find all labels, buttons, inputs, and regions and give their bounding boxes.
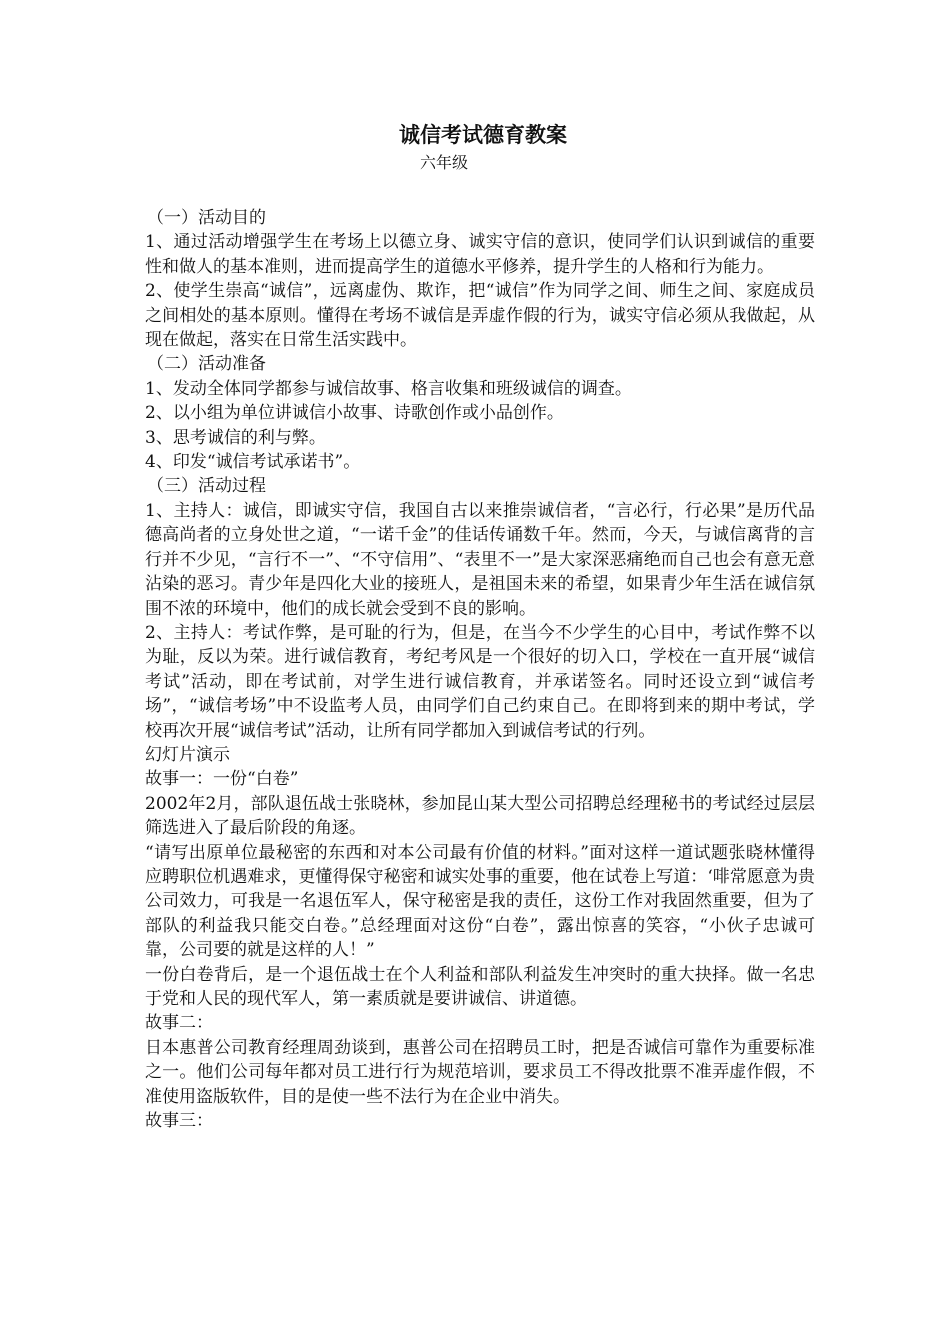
paragraph: 4、印发“诚信考试承诺书”。 bbox=[145, 452, 361, 473]
paragraph: 2002年2月，部队退伍战士张晓林，参加昆山某大型公司招聘总经理秘书的考试经过层层筛选进入了最后阶段的角逐。 bbox=[145, 793, 815, 839]
document-subtitle: 六年级 bbox=[420, 153, 469, 172]
paragraph: 日本惠普公司教育经理周劲谈到，惠普公司在招聘员工时，把是否诚信可靠作为重要标准之一。他们公司每年都对员工进行行为规范培训，要求员工不得改批票不准弄虚作假，不准使用盗版软件，目的是使一些不法行为在企业中消失。 bbox=[145, 1037, 815, 1107]
paragraph: 1、通过活动增强学生在考场上以德立身、诚实守信的意识，使同学们认识到诚信的重要性和做人的基本准则，进而提高学生的道德水平修养，提升学生的人格和行为能力。 bbox=[145, 232, 815, 277]
paragraph: 3、思考诚信的利与弊。 bbox=[145, 427, 326, 448]
paragraph: 2、使学生崇高“诚信”，远离虚伪、欺诈，把“诚信”作为同学之间、师生之间、家庭成员之间相处的基本原则。懂得在考场不诚信是弄虚作假的行为，诚实守信必须从我做起，从现在做起，落实在日常生活实践中。 bbox=[145, 281, 815, 351]
paragraph: 1、主持人：诚信，即诚实守信，我国自古以来推崇诚信者，“言必行，行必果”是历代品德高尚者的立身处世之道，“一诺千金”的佳话传诵数千年。然而，今天，与诚信离背的言行并不少见，“言行不一”、“不守信用”、“表里不一”是大家深恶痛绝而自己也会有意无意沾染的恶习。青少年是四化大业的接班人，是祖国未来的希望，如果青少年生活在诚信氛围不浓的环境中，他们的成长就会受到不良的影响。 bbox=[145, 500, 815, 619]
story-heading: 故事三： bbox=[145, 1111, 213, 1132]
section-heading-process: （三）活动过程 bbox=[147, 476, 266, 497]
paragraph: 一份白卷背后，是一个退伍战士在个人利益和部队利益发生冲突时的重大抉择。做一名忠于党和人民的现代军人，第一素质就是要讲诚信、讲道德。 bbox=[145, 964, 815, 1009]
paragraph: 1、发动全体同学都参与诚信故事、格言收集和班级诚信的调查。 bbox=[145, 378, 632, 399]
paragraph: 2、主持人：考试作弊，是可耻的行为，但是，在当今不少学生的心目中，考试作弊不以为耻，反以为荣。进行诚信教育，考纪考风是一个很好的切入口，学校在一直开展“诚信考试”活动，即在考试前，对学生进行诚信教育，并承诺签名。同时还设立到“诚信考场”，“诚信考场”中不设监考人员，由同学们自己约束自己。在即将到来的期中考试，学校再次开展“诚信考试”活动，让所有同学都加入到诚信考试的行列。 bbox=[145, 622, 815, 741]
paragraph: 幻灯片演示 bbox=[145, 744, 230, 765]
paragraph: 2、以小组为单位讲诚信小故事、诗歌创作或小品创作。 bbox=[145, 403, 564, 424]
paragraph: “请写出原单位最秘密的东西和对本公司最有价值的材料。”面对这样一道试题张晓林懂得应聘职位机遇难求，更懂得保守秘密和诚实处事的重要，他在试卷上写道：‘啡常愿意为贵公司效力，可我是一名退伍军人，保守秘密是我的责任，这份工作对我固然重要，但为了部队的利益我只能交白卷。”总经理面对这份“白卷”，露出惊喜的笑容，“小伙子忠诚可靠，公司要的就是这样的人！” bbox=[145, 842, 815, 961]
document-page bbox=[145, 118, 815, 1133]
story-heading: 故事一：一份“白卷” bbox=[145, 769, 299, 790]
section-heading-preparation: （二）活动准备 bbox=[147, 354, 266, 375]
section-heading-purpose: （一）活动目的 bbox=[147, 208, 266, 228]
document-title: 诚信考试德育教案 bbox=[399, 122, 567, 147]
story-heading: 故事二： bbox=[145, 1013, 213, 1034]
